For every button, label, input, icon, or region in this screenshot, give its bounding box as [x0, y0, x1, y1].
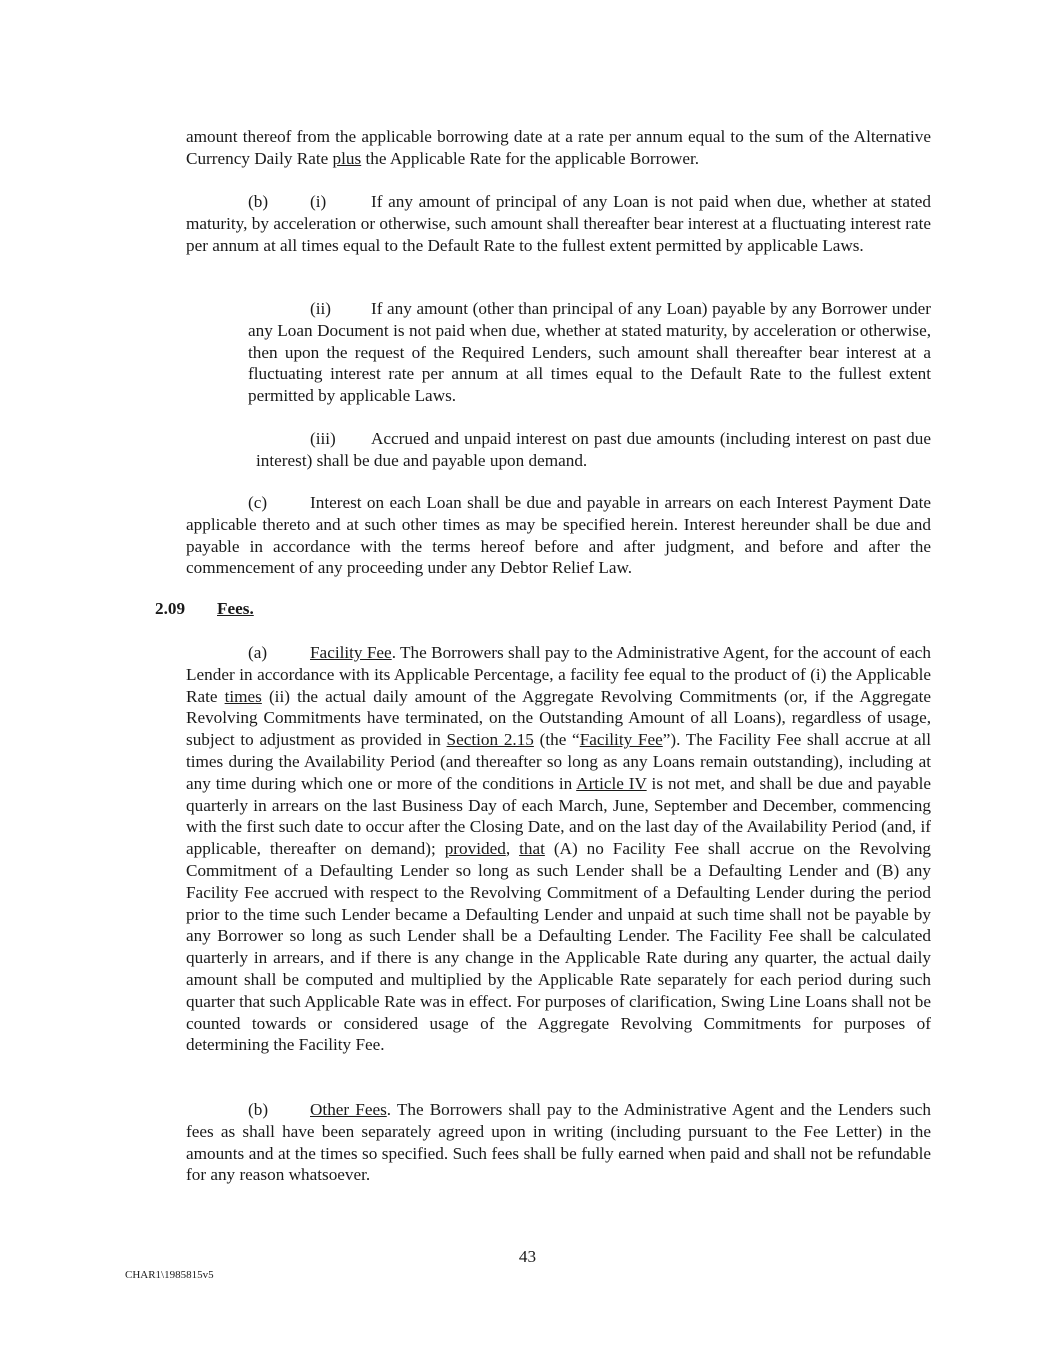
article-reference: Article IV	[576, 773, 647, 793]
paragraph-text: If any amount of principal of any Loan is not paid when due, whether at stated maturity, by acceleration or otherwise, such amount shall thereafter bear interest at a fluctuating interest rate per annum at all times equal to the Default Rate to the fullest extent permitted by applicable Laws.	[186, 192, 931, 255]
clause-label: (b)	[248, 192, 269, 211]
subclause-label: (ii)	[310, 299, 331, 318]
paragraph-ii	[248, 298, 931, 407]
paragraph-continuation	[186, 126, 931, 170]
text-run: amount thereof from the applicable borrowing date at a rate per annum equal to the sum of the Alternative Currency Daily Rate	[186, 127, 931, 168]
section-heading	[155, 598, 254, 620]
underlined-term: plus	[332, 148, 362, 168]
paragraph-fee-a	[186, 642, 931, 1056]
paragraph-text: Interest on each Loan shall be due and payable in arrears on each Interest Payment Date applicable thereto and at such other times as may be specified herein. Interest hereunder shall be due and payable in accordance with the terms hereof before and after judgment, and before and after the commencement of any proceeding under any Debtor Relief Law.	[186, 493, 931, 578]
text-run: ”). The Facility Fee shall accrue at all times during the Availability Period (and thereafter so long as any Loans remain outstanding), including at any time during which one or more of the conditions in	[186, 730, 931, 793]
page-number: 43	[518, 1247, 537, 1266]
paragraph-iii	[256, 428, 931, 472]
section-title: Fees.	[217, 599, 254, 618]
paragraph-fee-b	[186, 1099, 931, 1186]
subclause-label: (i)	[310, 192, 327, 211]
paragraph-c	[186, 492, 931, 579]
subclause-label: (iii)	[310, 429, 336, 448]
section-reference: Section 2.15	[446, 730, 534, 750]
text-run: (ii) the actual daily amount of the Aggregate Revolving Commitments (or, if the Aggregate Revolving Commitments have terminated, on the Outstanding Amount of all Loans), regardless of usage, subject to adjustment as provided in	[186, 686, 931, 750]
text-run: (A) no Facility Fee shall accrue on the Revolving Commitment of a Defaulting Lender so long as such Lender shall be a Defaulting Lender and (B) any Facility Fee accrued with respect to the Revolving Commitment of a Defaulting Lender during the period prior to the time such Lender became a Defaulting Lender and unpaid at such time shall not be payable by any Borrower so long as such Lender shall be a Defaulting Lender. The Facility Fee shall be calculated quarterly in arrears, and if there is any change in the Applicable Rate during any quarter, the actual daily amount shall be computed and multiplied by the Applicable Rate separately for each period during such quarter that such Applicable Rate was in effect. For purposes of clarification, Swing Line Loans shall not be counted towards or considered usage of the Aggregate Revolving Commitments for purposes of determining the Facility Fee.	[186, 839, 932, 1055]
paragraph-b-i	[186, 191, 931, 256]
section-number: 2.09	[155, 599, 186, 618]
paragraph-text: If any amount (other than principal of any Loan) payable by any Borrower under any Loan Document is not paid when due, whether at stated maturity, by acceleration or otherwise, then upon the request of the Required Lenders, such amount shall thereafter bear interest at a fluctuating interest rate per annum at all times equal to the Default Rate to the fullest extent permitted by applicable Laws.	[248, 299, 931, 406]
clause-label: (c)	[248, 493, 268, 512]
text-run: ,	[505, 839, 520, 859]
defined-term: Facility Fee	[579, 730, 663, 750]
underlined-term: times	[224, 686, 262, 706]
text-run: is not met, and shall be due and payable quarterly in arrears on the last Business Day of each March, June, September and December, commencing with the first such date to occur after the Closing Date, and on the last day of the Availability Period (and, if applicable, thereafter on demand);	[186, 773, 931, 859]
text-run: (the “	[533, 730, 580, 750]
text-run: the Applicable Rate for the applicable Borrower.	[361, 148, 700, 168]
clause-label: (b)	[248, 1100, 269, 1119]
underlined-term: provided	[444, 839, 506, 859]
clause-caption: Facility Fee	[310, 643, 392, 662]
underlined-term: that	[519, 839, 545, 859]
clause-caption: Other Fees	[310, 1100, 387, 1119]
clause-label: (a)	[248, 643, 268, 662]
paragraph-text: . The Borrowers shall pay to the Administrative Agent and the Lenders such fees as shall have been separately agreed upon in writing (including pursuant to the Fee Letter) in the amounts and at the times so specified. Such fees shall be fully earned when paid and shall not be refundable for any reason whatsoever.	[186, 1100, 931, 1185]
document-id: CHAR1\1985815v5	[125, 1269, 214, 1281]
text-run: . The Borrowers shall pay to the Administrative Agent, for the account of each Lender in accordance with its Applicable Percentage, a facility fee equal to the product of (i) the Applicable Rate	[186, 643, 931, 706]
paragraph-text: Accrued and unpaid interest on past due amounts (including interest on past due interest) shall be due and payable upon demand.	[256, 429, 931, 470]
